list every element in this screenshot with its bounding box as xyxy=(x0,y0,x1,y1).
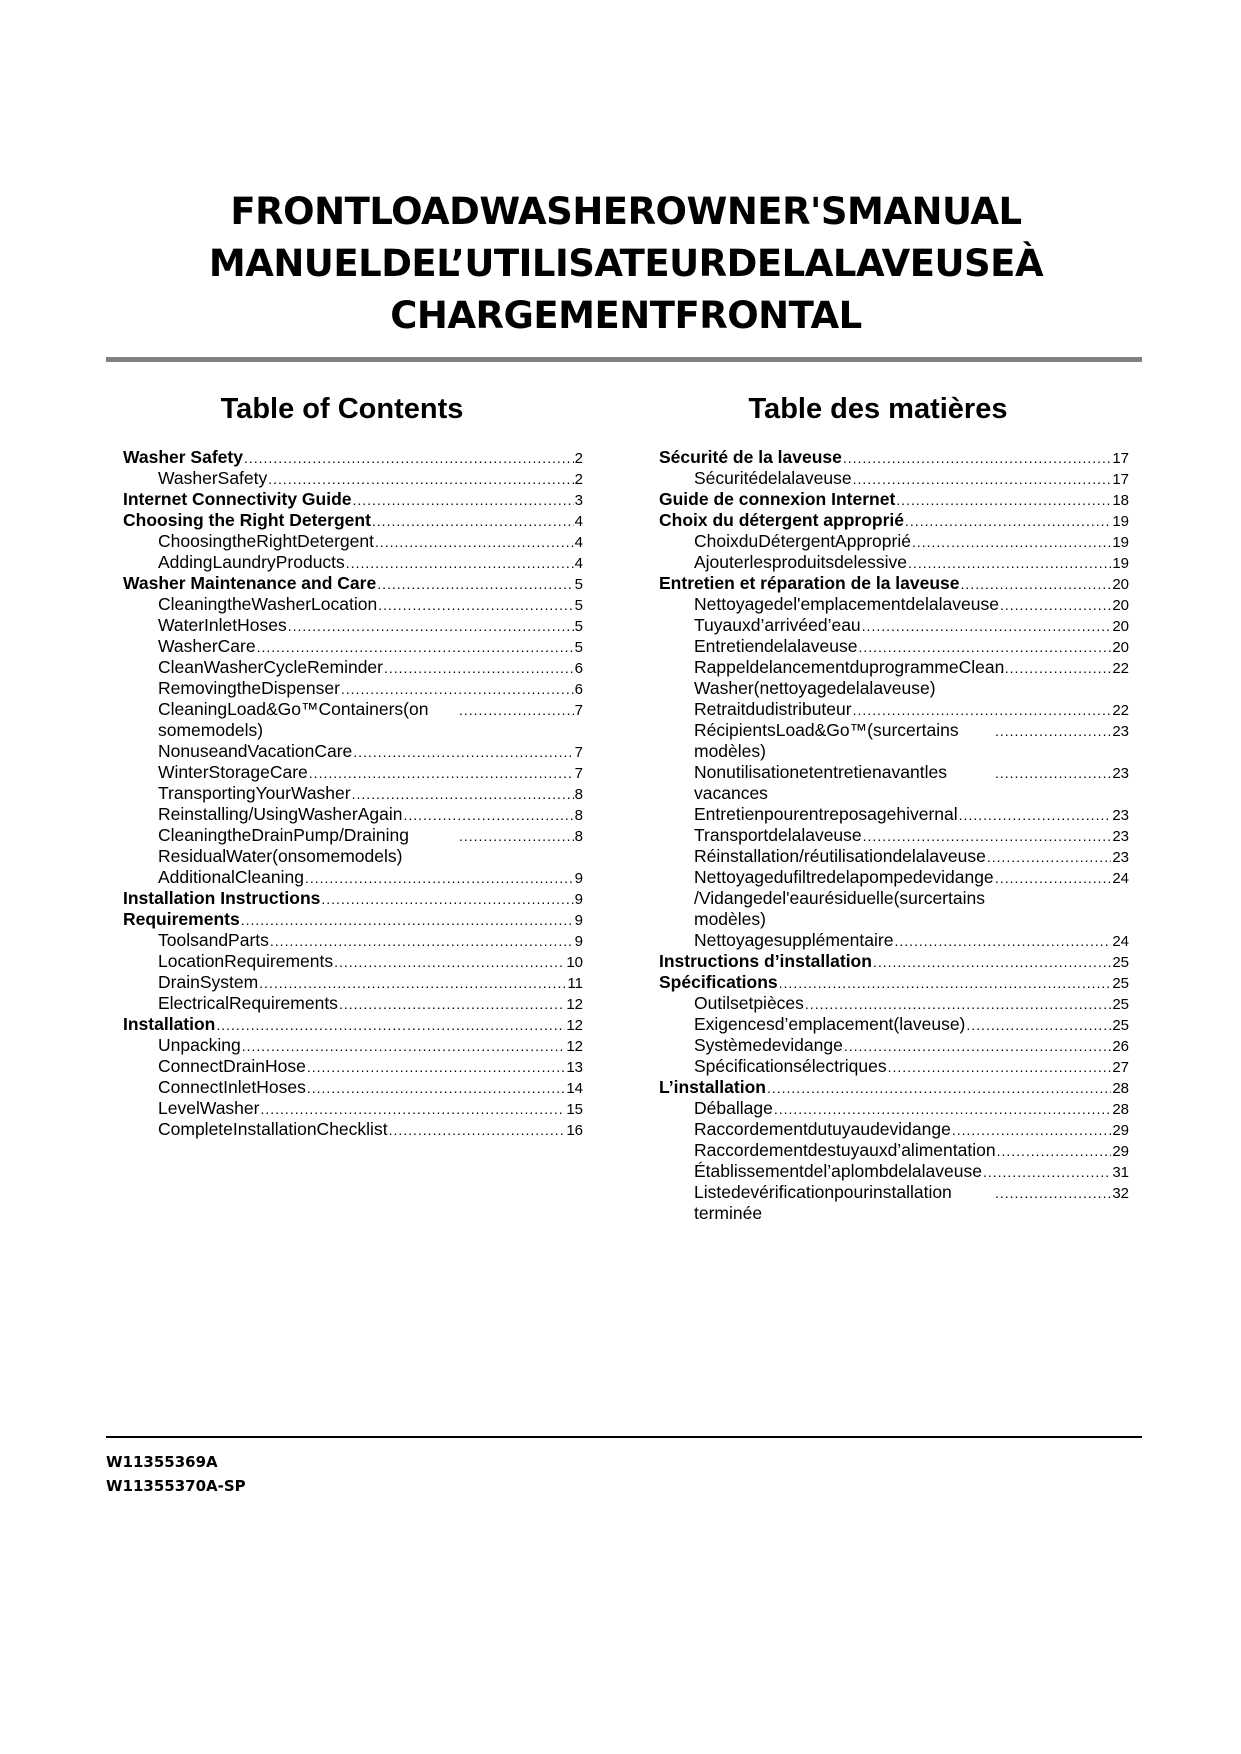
toc-entry-label: Transportdelalaveuse xyxy=(694,825,862,845)
toc-entry-page: 15 xyxy=(566,1101,583,1118)
toc-leader-dots xyxy=(995,868,1111,889)
toc-entry-page: 25 xyxy=(1112,1017,1129,1034)
toc-entry-label: NonuseandVacationCare xyxy=(158,741,353,761)
toc-leader-dots xyxy=(966,1015,1111,1036)
toc-entry[interactable] xyxy=(123,489,583,510)
toc-leader-dots xyxy=(961,574,1112,595)
toc-entry-page: 20 xyxy=(1112,618,1129,635)
toc-entry[interactable] xyxy=(659,825,1129,846)
toc-entry[interactable] xyxy=(123,1077,583,1098)
toc-entry[interactable] xyxy=(123,552,583,573)
toc-entry[interactable] xyxy=(123,1056,583,1077)
toc-entry[interactable] xyxy=(659,993,1129,1014)
toc-entry-label: ToolsandParts xyxy=(158,930,269,950)
toc-entry-label: Sécuritédelalaveuse xyxy=(694,468,852,488)
toc-entry-label: WaterInletHoses xyxy=(158,615,287,635)
toc-leader-dots xyxy=(853,469,1112,490)
toc-entry-label: Entretiendelalaveuse xyxy=(694,636,858,656)
toc-entry[interactable] xyxy=(659,1077,1129,1098)
document-code-primary: W11355369A xyxy=(106,1453,218,1471)
toc-leader-dots xyxy=(378,595,573,616)
toc-entry-page: 5 xyxy=(574,597,583,614)
toc-entry-page: 28 xyxy=(1112,1080,1129,1097)
toc-entry[interactable] xyxy=(659,720,1129,762)
toc-entry-page: 23 xyxy=(1112,765,1129,782)
toc-leader-dots xyxy=(353,490,574,511)
toc-entry[interactable] xyxy=(659,657,1129,699)
toc-entry[interactable] xyxy=(123,783,583,804)
toc-entry-page: 5 xyxy=(574,576,583,593)
toc-entry-label: Washer Maintenance and Care xyxy=(123,573,377,593)
toc-entry-label: Raccordementdutuyaudevidange xyxy=(694,1119,951,1139)
toc-entry-label: Internet Connectivity Guide xyxy=(123,489,352,509)
toc-entry-page: 6 xyxy=(574,660,583,677)
toc-entry[interactable] xyxy=(123,951,583,972)
toc-entry-page: 25 xyxy=(1112,975,1129,992)
toc-entry-page: 20 xyxy=(1112,576,1129,593)
toc-entry[interactable] xyxy=(659,573,1129,594)
toc-entry[interactable] xyxy=(659,1035,1129,1056)
toc-entry-page: 13 xyxy=(566,1059,583,1076)
toc-leader-dots xyxy=(987,847,1111,868)
toc-leader-dots xyxy=(995,763,1111,784)
toc-entry-page: 32 xyxy=(1112,1185,1129,1202)
toc-entry-page: 28 xyxy=(1112,1101,1129,1118)
toc-leader-dots xyxy=(459,700,574,721)
toc-entry-page: 19 xyxy=(1112,555,1129,572)
toc-leader-dots xyxy=(288,616,574,637)
toc-entry-page: 17 xyxy=(1112,450,1129,467)
toc-leader-dots xyxy=(339,994,565,1015)
toc-entry-label: DrainSystem xyxy=(158,972,259,992)
toc-entry-label: ConnectDrainHose xyxy=(158,1056,306,1076)
toc-leader-dots xyxy=(858,637,1111,658)
toc-entry[interactable] xyxy=(659,1056,1129,1077)
toc-entry[interactable] xyxy=(659,510,1129,531)
toc-entry[interactable] xyxy=(659,804,1129,825)
toc-leader-dots xyxy=(905,511,1111,532)
toc-entry[interactable] xyxy=(123,1035,583,1056)
toc-leader-dots xyxy=(995,1183,1111,1204)
toc-entry-label: ConnectInletHoses xyxy=(158,1077,306,1097)
toc-leader-dots xyxy=(352,784,574,805)
toc-entry[interactable] xyxy=(659,489,1129,510)
toc-leader-dots xyxy=(242,1036,566,1057)
toc-leader-dots xyxy=(952,1120,1111,1141)
toc-entry-page: 2 xyxy=(574,471,583,488)
toc-entry-page: 4 xyxy=(574,555,583,572)
toc-entry-label: Nonutilisationetentretienavantles vacances xyxy=(694,762,947,803)
toc-entry[interactable] xyxy=(659,594,1129,615)
toc-entry[interactable] xyxy=(123,1014,583,1035)
toc-entry-label: Choosing the Right Detergent xyxy=(123,510,371,530)
toc-entry-label: TransportingYourWasher xyxy=(158,783,351,803)
toc-leader-dots xyxy=(863,826,1112,847)
toc-entry-label: Outilsetpièces xyxy=(694,993,804,1013)
toc-leader-dots xyxy=(216,1015,565,1036)
toc-entry[interactable] xyxy=(659,552,1129,573)
toc-entry-page: 9 xyxy=(574,933,583,950)
toc-entry-label: RappeldelancementduprogrammeClean Washer(nettoyagedelalaveuse) xyxy=(694,657,1005,698)
title-line-2: MANUELDEL’UTILISATEURDELALAVEUSEÀ xyxy=(208,242,1044,285)
toc-entry-label: Choix du détergent approprié xyxy=(659,510,905,530)
toc-leader-dots xyxy=(334,952,565,973)
toc-entry[interactable] xyxy=(659,1182,1129,1224)
toc-entry-label: Washer Safety xyxy=(123,447,243,467)
toc-entry-page: 7 xyxy=(574,702,583,719)
toc-entry-label: Requirements xyxy=(123,909,240,929)
toc-leader-dots xyxy=(268,469,573,490)
toc-entry[interactable] xyxy=(659,699,1129,720)
toc-entry[interactable] xyxy=(123,804,583,825)
toc-heading-english: Table of Contents xyxy=(220,393,464,425)
toc-leader-dots xyxy=(779,973,1112,994)
toc-leader-dots xyxy=(389,1120,566,1141)
toc-entry-page: 7 xyxy=(574,744,583,761)
toc-entry[interactable] xyxy=(659,468,1129,489)
toc-leader-dots xyxy=(459,826,574,847)
toc-entry[interactable] xyxy=(123,1098,583,1119)
toc-leader-dots xyxy=(997,1141,1112,1162)
toc-entry-label: Raccordementdestuyauxd’alimentation xyxy=(694,1140,996,1160)
toc-leader-dots xyxy=(767,1078,1111,1099)
toc-leader-dots xyxy=(321,889,573,910)
toc-entry-label: LevelWasher xyxy=(158,1098,260,1118)
toc-entry-label: Nettoyagesupplémentaire xyxy=(694,930,894,950)
toc-leader-dots xyxy=(372,511,574,532)
toc-leader-dots xyxy=(307,1057,565,1078)
toc-entry-label: CleanWasherCycleReminder xyxy=(158,657,383,677)
toc-entry[interactable] xyxy=(659,972,1129,993)
toc-leader-dots xyxy=(805,994,1111,1015)
toc-entry-page: 6 xyxy=(574,681,583,698)
toc-entry-page: 3 xyxy=(574,492,583,509)
toc-entry-page: 4 xyxy=(574,513,583,530)
toc-entry[interactable] xyxy=(659,762,1129,804)
toc-entry-page: 25 xyxy=(1112,954,1129,971)
toc-entry-label: Entretienpourentreposagehivernal xyxy=(694,804,958,824)
toc-entry-page: 24 xyxy=(1112,870,1129,887)
toc-entry[interactable] xyxy=(123,573,583,594)
toc-entry-label: Installation xyxy=(123,1014,216,1034)
toc-entry-label: Systèmedevidange xyxy=(694,1035,843,1055)
toc-leader-dots xyxy=(244,448,574,469)
toc-entry-label: Spécificationsélectriques xyxy=(694,1056,887,1076)
toc-entry-label: ElectricalRequirements xyxy=(158,993,338,1013)
toc-entry-label: Listedevérificationpourinstallation terminée xyxy=(694,1182,952,1223)
toc-entry[interactable] xyxy=(123,699,583,741)
toc-entry-page: 18 xyxy=(1112,492,1129,509)
toc-entry[interactable] xyxy=(123,909,583,930)
toc-leader-dots xyxy=(307,1078,565,1099)
toc-entry[interactable] xyxy=(659,867,1129,930)
toc-entry[interactable] xyxy=(123,825,583,867)
toc-leader-dots xyxy=(305,868,574,889)
toc-leader-dots xyxy=(403,805,573,826)
toc-entry[interactable] xyxy=(123,930,583,951)
toc-entry-label: Ajouterlesproduitsdelessive xyxy=(694,552,908,572)
toc-leader-dots xyxy=(384,658,574,679)
toc-leader-dots xyxy=(377,574,573,595)
toc-entry-page: 22 xyxy=(1112,702,1129,719)
toc-entry-page: 9 xyxy=(574,912,583,929)
toc-entry[interactable] xyxy=(123,1119,583,1140)
toc-leader-dots xyxy=(259,973,566,994)
toc-leader-dots xyxy=(896,490,1111,511)
toc-entry-page: 8 xyxy=(574,828,583,845)
toc-entry-page: 23 xyxy=(1112,723,1129,740)
toc-entry-label: Nettoyagedufiltredelapompedevidange /Vidangedel'eaurésiduelle(surcertains modèles) xyxy=(694,867,994,929)
toc-entry-label: Tuyauxd’arrivéed’eau xyxy=(694,615,861,635)
toc-leader-dots xyxy=(983,1162,1111,1183)
toc-heading-french: Table des matières xyxy=(748,393,1008,425)
toc-entry-page: 16 xyxy=(566,1122,583,1139)
toc-leader-dots xyxy=(375,532,574,553)
document-codes xyxy=(106,1450,246,1498)
toc-entry-page: 29 xyxy=(1112,1122,1129,1139)
toc-entry-page: 23 xyxy=(1112,828,1129,845)
toc-entry-page: 23 xyxy=(1112,807,1129,824)
toc-entry-page: 23 xyxy=(1112,849,1129,866)
document-code-secondary: W11355370A-SP xyxy=(106,1477,246,1495)
toc-entry[interactable] xyxy=(123,615,583,636)
toc-entry-label: ChoixduDétergentApproprié xyxy=(694,531,911,551)
footer-divider xyxy=(106,1436,1142,1438)
toc-leader-dots xyxy=(309,763,574,784)
toc-entry[interactable] xyxy=(123,993,583,1014)
toc-entry-label: Installation Instructions xyxy=(123,888,321,908)
toc-entry-page: 27 xyxy=(1112,1059,1129,1076)
toc-entry[interactable] xyxy=(659,846,1129,867)
toc-entry-page: 19 xyxy=(1112,513,1129,530)
toc-entry-label: Établissementdel’aplombdelalaveuse xyxy=(694,1161,982,1181)
toc-entry-label: L’installation xyxy=(659,1077,766,1097)
toc-entry-page: 25 xyxy=(1112,996,1129,1013)
toc-leader-dots xyxy=(862,616,1112,637)
toc-entry-label: ChoosingtheRightDetergent xyxy=(158,531,374,551)
toc-entry[interactable] xyxy=(659,1098,1129,1119)
toc-entry-label: Nettoyagedel'emplacementdelalaveuse xyxy=(694,594,999,614)
toc-entry-label: Retraitdudistributeur xyxy=(694,699,852,719)
toc-entry[interactable] xyxy=(123,678,583,699)
toc-leader-dots xyxy=(873,952,1111,973)
toc-leader-dots xyxy=(894,931,1111,952)
toc-entry[interactable] xyxy=(123,762,583,783)
toc-entry-page: 7 xyxy=(574,765,583,782)
toc-leader-dots xyxy=(995,721,1111,742)
toc-entry-label: Sécurité de la laveuse xyxy=(659,447,842,467)
toc-leader-dots xyxy=(257,637,574,658)
toc-entry[interactable] xyxy=(123,531,583,552)
toc-entry[interactable] xyxy=(123,636,583,657)
toc-entry[interactable] xyxy=(659,1014,1129,1035)
toc-entry[interactable] xyxy=(659,615,1129,636)
toc-entry[interactable] xyxy=(659,447,1129,468)
toc-leader-dots xyxy=(912,532,1111,553)
toc-leader-dots xyxy=(908,553,1111,574)
toc-entry-page: 9 xyxy=(574,891,583,908)
toc-entry-page: 26 xyxy=(1112,1038,1129,1055)
toc-entry-page: 14 xyxy=(566,1080,583,1097)
toc-entry-label: Instructions d’installation xyxy=(659,951,872,971)
toc-entry-label: AddingLaundryProducts xyxy=(158,552,345,572)
toc-leader-dots xyxy=(1000,595,1111,616)
toc-entry-page: 22 xyxy=(1112,660,1129,677)
title-line-3: CHARGEMENTFRONTAL xyxy=(390,294,862,337)
document-title xyxy=(106,186,1146,342)
toc-leader-dots xyxy=(774,1099,1112,1120)
toc-leader-dots xyxy=(844,1036,1111,1057)
toc-entry-label: CleaningtheWasherLocation xyxy=(158,594,378,614)
toc-leader-dots xyxy=(241,910,574,931)
toc-entry[interactable] xyxy=(123,888,583,909)
toc-entry[interactable] xyxy=(659,636,1129,657)
toc-leader-dots xyxy=(341,679,574,700)
toc-entry-label: RécipientsLoad&Go™(surcertains modèles) xyxy=(694,720,959,761)
toc-entry-label: AdditionalCleaning xyxy=(158,867,304,887)
toc-entry-label: Unpacking xyxy=(158,1035,241,1055)
toc-entry[interactable] xyxy=(659,951,1129,972)
toc-leader-dots xyxy=(959,805,1112,826)
toc-entry-page: 9 xyxy=(574,870,583,887)
toc-entry-page: 31 xyxy=(1112,1164,1129,1181)
toc-entry-page: 12 xyxy=(566,1038,583,1055)
toc-entry-page: 8 xyxy=(574,786,583,803)
toc-entry-label: Exigencesd’emplacement(laveuse) xyxy=(694,1014,966,1034)
toc-entry-page: 2 xyxy=(574,450,583,467)
toc-entry-page: 20 xyxy=(1112,597,1129,614)
toc-entry[interactable] xyxy=(659,930,1129,951)
toc-entry-label: Reinstalling/UsingWasherAgain xyxy=(158,804,403,824)
toc-leader-dots xyxy=(353,742,573,763)
toc-entry-page: 19 xyxy=(1112,534,1129,551)
toc-list-french xyxy=(659,447,1129,1224)
toc-entry-page: 11 xyxy=(567,975,583,992)
toc-entry[interactable] xyxy=(123,447,583,468)
toc-leader-dots xyxy=(843,448,1111,469)
toc-entry[interactable] xyxy=(123,867,583,888)
toc-entry-page: 4 xyxy=(574,534,583,551)
toc-entry-label: Spécifications xyxy=(659,972,778,992)
toc-leader-dots xyxy=(995,658,1111,679)
toc-list-english xyxy=(123,447,583,1140)
toc-entry-page: 17 xyxy=(1112,471,1129,488)
toc-entry-label: Déballage xyxy=(694,1098,773,1118)
toc-entry-label: WasherCare xyxy=(158,636,256,656)
toc-leader-dots xyxy=(270,931,574,952)
toc-entry-page: 12 xyxy=(566,1017,583,1034)
toc-entry-label: WinterStorageCare xyxy=(158,762,308,782)
toc-entry[interactable] xyxy=(123,594,583,615)
toc-entry-label: Entretien et réparation de la laveuse xyxy=(659,573,960,593)
toc-entry[interactable] xyxy=(659,1119,1129,1140)
toc-leader-dots xyxy=(346,553,574,574)
toc-entry-page: 8 xyxy=(574,807,583,824)
toc-entry-page: 20 xyxy=(1112,639,1129,656)
toc-entry[interactable] xyxy=(123,510,583,531)
toc-entry-label: Guide de connexion Internet xyxy=(659,489,896,509)
toc-entry[interactable] xyxy=(123,741,583,762)
toc-entry-label: WasherSafety xyxy=(158,468,268,488)
toc-entry-label: CleaningtheDrainPump/Draining ResidualWater(onsomemodels) xyxy=(158,825,409,866)
toc-entry[interactable] xyxy=(123,972,583,993)
toc-entry[interactable] xyxy=(123,468,583,489)
toc-entry-page: 29 xyxy=(1112,1143,1129,1160)
toc-entry-label: Réinstallation/réutilisationdelalaveuse xyxy=(694,846,986,866)
toc-entry[interactable] xyxy=(659,531,1129,552)
toc-entry-page: 12 xyxy=(566,996,583,1013)
toc-entry[interactable] xyxy=(659,1161,1129,1182)
toc-entry-page: 24 xyxy=(1112,933,1129,950)
toc-entry-label: RemovingtheDispenser xyxy=(158,678,340,698)
toc-entry-page: 5 xyxy=(574,618,583,635)
toc-entry[interactable] xyxy=(659,1140,1129,1161)
toc-leader-dots xyxy=(853,700,1112,721)
toc-entry-page: 5 xyxy=(574,639,583,656)
toc-entry-label: LocationRequirements xyxy=(158,951,334,971)
toc-leader-dots xyxy=(260,1099,565,1120)
header-divider xyxy=(106,357,1142,362)
toc-entry[interactable] xyxy=(123,657,583,678)
toc-entry-label: CleaningLoad&Go™Containers(on somemodels) xyxy=(158,699,429,740)
title-line-1: FRONTLOADWASHEROWNER'SMANUAL xyxy=(230,190,1022,233)
toc-entry-label: CompleteInstallationChecklist xyxy=(158,1119,388,1139)
toc-entry-page: 10 xyxy=(566,954,583,971)
toc-leader-dots xyxy=(888,1057,1112,1078)
